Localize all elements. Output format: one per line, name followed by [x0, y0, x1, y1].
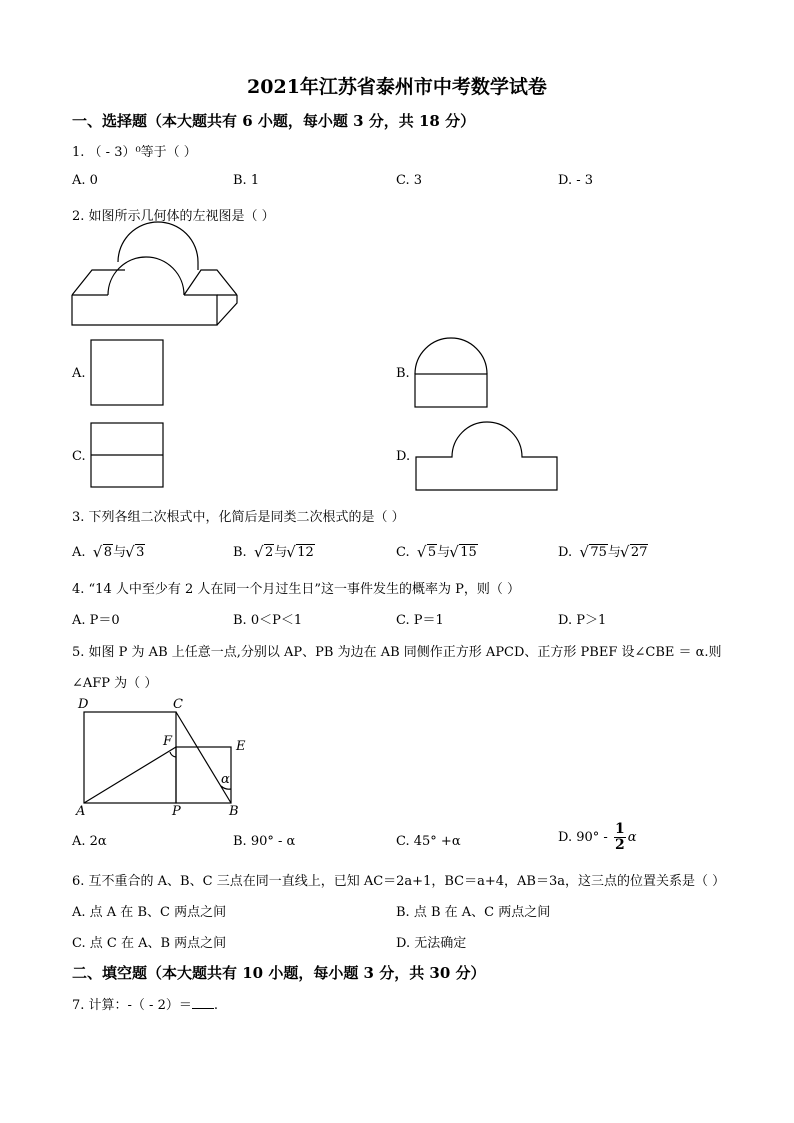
q5-label-d: D: [78, 697, 89, 712]
q5-label-b: B: [229, 804, 239, 819]
q2-option-c-label: C.: [72, 449, 86, 464]
q6-option-d: D. 无法确定: [396, 936, 467, 951]
question-7-end: .: [213, 998, 218, 1013]
q3-a-joiner: 与: [113, 545, 127, 560]
q3-c-radicand-1: 5: [427, 545, 437, 560]
q5-label-alpha: α: [221, 772, 230, 787]
q6-option-a: A. 点 A 在 B、C 两点之间: [72, 905, 227, 920]
q5-option-b: B. 90° - α: [233, 834, 296, 849]
q3-c-radicand-2: 15: [460, 545, 477, 560]
question-6-stem: 6. 互不重合的 A、B、C 三点在同一直线上，已知 AC＝2a+1，BC＝a+4，AB＝3a，这三点的位置关系是（ ）: [72, 874, 726, 889]
q3-option-c-label: C.: [396, 545, 410, 560]
question-4-stem: 4. “14 人中至少有 2 人在同一个月过生日”这一事件发生的概率为 P，则（ ）: [72, 582, 521, 597]
q1-option-d: D. - 3: [558, 173, 594, 188]
section-heading-choice: 一、选择题（本大题共有 6 小题，每小题 3 分，共 18 分）: [72, 112, 476, 130]
q3-d-joiner: 与: [607, 545, 621, 560]
q3-option-a-label: A.: [72, 545, 86, 560]
question-1-stem: 1. （ - 3）⁰等于（ ）: [72, 145, 197, 160]
q5-label-e: E: [236, 739, 246, 754]
q2-option-d-label: D.: [396, 449, 411, 464]
q5-option-c: C. 45° +α: [396, 834, 461, 849]
q2-option-b-label: B.: [396, 366, 410, 381]
q5-option-a: A. 2α: [72, 834, 107, 849]
section-heading-fill: 二、填空题（本大题共有 10 小题，每小题 3 分，共 30 分）: [72, 964, 486, 982]
q4-option-d: D. P＞1: [558, 613, 607, 628]
q3-a-radicand-1: 8: [103, 545, 113, 560]
question-5-stem-line-2: ∠AFP 为（ ）: [72, 676, 158, 691]
q2-option-a-label: A.: [72, 366, 86, 381]
q4-option-c: C. P＝1: [396, 613, 444, 628]
question-2-stem: 2. 如图所示几何体的左视图是（ ）: [72, 209, 275, 224]
q5-option-d-fraction: [614, 822, 626, 853]
answer-blank[interactable]: [192, 996, 214, 1009]
question-7: [72, 994, 218, 1013]
q1-option-c: C. 3: [396, 173, 423, 188]
q3-d-radicand-1: 75: [590, 545, 607, 560]
question-5-stem-line-1: 5. 如图 P 为 AB 上任意一点,分别以 AP、PB 为边在 AB 同侧作正方形 APCD、正方形 PBEF 设∠CBE ＝ α.则: [72, 645, 722, 660]
page-title: 2021年江苏省泰州市中考数学试卷: [247, 76, 547, 98]
q5-option-d-prefix: D. 90° -: [558, 830, 612, 845]
q5-label-f: F: [163, 734, 173, 749]
q3-a-radicand-2: 3: [136, 545, 145, 560]
q6-option-b: B. 点 B 在 A、C 两点之间: [396, 905, 551, 920]
q3-option-d-label: D.: [558, 545, 573, 560]
q5-label-c: C: [173, 697, 183, 712]
q1-option-b: B. 1: [233, 173, 260, 188]
q3-b-joiner: 与: [274, 545, 288, 560]
q6-option-c: C. 点 C 在 A、B 两点之间: [72, 936, 227, 951]
q5-option-d-suffix: α: [627, 830, 637, 845]
q5-option-d: [558, 822, 636, 853]
fraction-denominator: 2: [614, 837, 625, 853]
q3-b-radicand-1: 2: [264, 545, 274, 560]
q3-option-b-label: B.: [233, 545, 247, 560]
q4-option-b: B. 0＜P＜1: [233, 613, 303, 628]
q3-b-radicand-2: 12: [297, 545, 314, 560]
q1-option-a: A. 0: [72, 173, 98, 188]
q3-c-joiner: 与: [437, 545, 451, 560]
q5-label-p: P: [172, 804, 181, 819]
question-3-stem: 3. 下列各组二次根式中，化简后是同类二次根式的是（ ）: [72, 510, 405, 525]
fraction-numerator: 1: [614, 821, 625, 837]
q4-option-a: A. P＝0: [72, 613, 120, 628]
q5-label-a: A: [76, 804, 86, 819]
q3-d-radicand-2: 27: [630, 545, 648, 560]
question-7-stem: 7. 计算：-（ - 2）＝: [72, 998, 192, 1013]
